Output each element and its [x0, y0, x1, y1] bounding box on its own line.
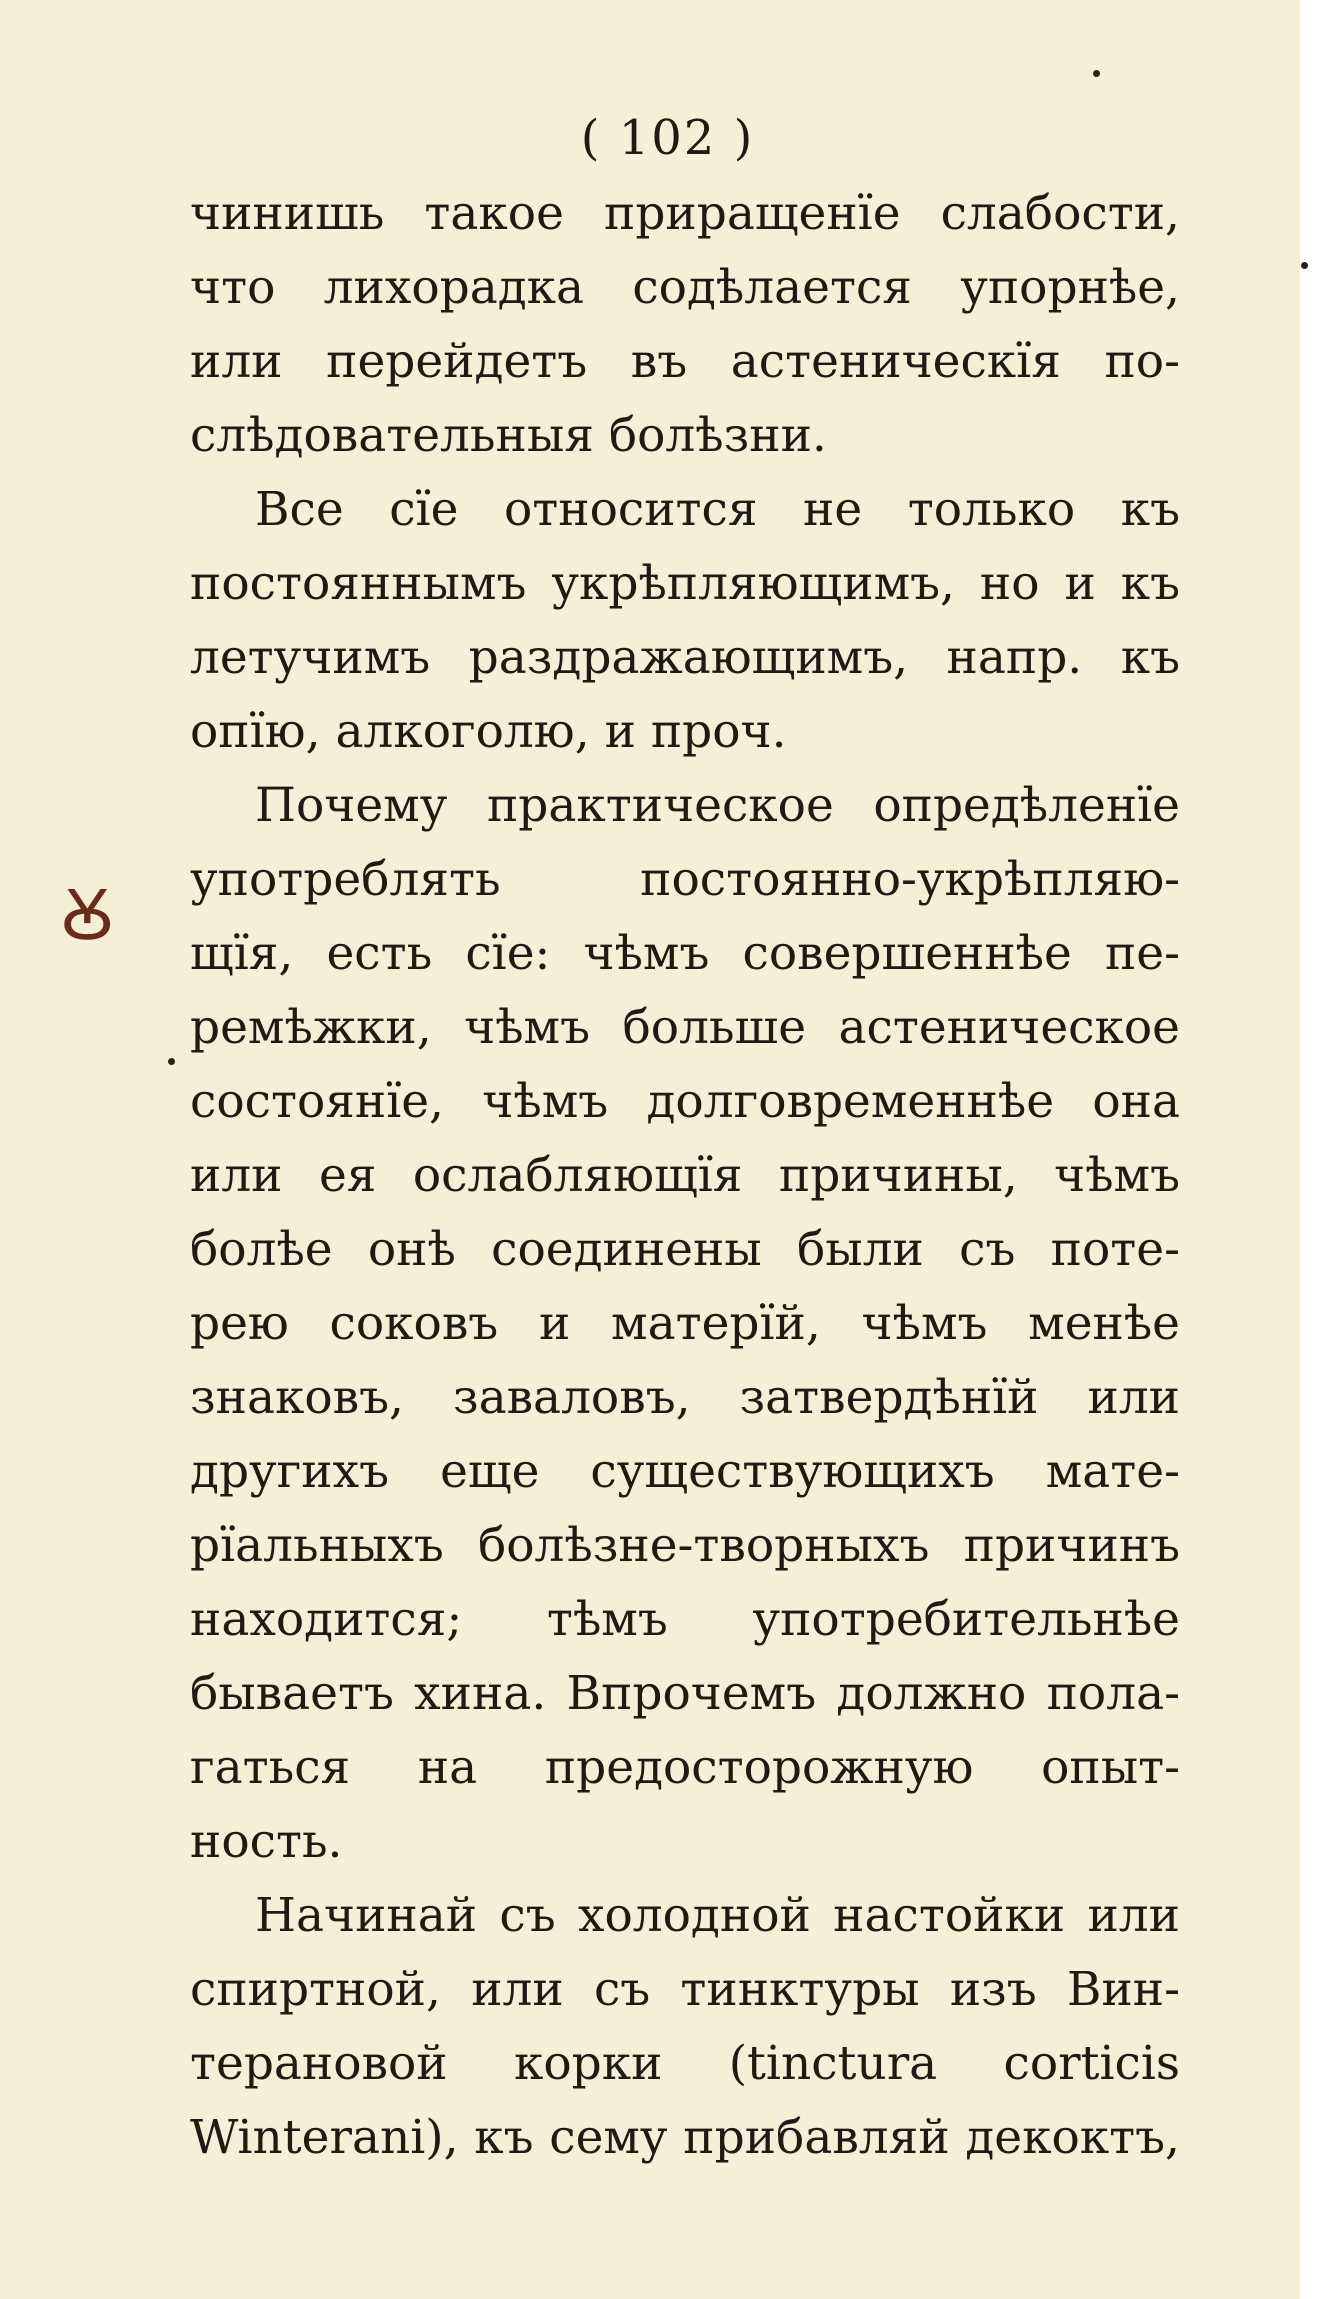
text-line: рею соковъ и матерїй, чѣмъ менѣе: [190, 1296, 1180, 1351]
paragraph-first-line: Все сїе относится не только къ: [255, 482, 1180, 537]
ink-speck: [168, 1058, 175, 1065]
text-line: находится; тѣмъ употребительнѣе: [190, 1592, 1180, 1647]
text-line: опїю, алкоголю, и проч.: [190, 704, 787, 759]
text-line: Winterani), къ сему прибавляй декоктъ,: [190, 2110, 1180, 2165]
text-line: другихъ еще существующихъ мате-: [190, 1444, 1180, 1499]
text-line: терановой корки (tinctura corticis: [190, 2036, 1180, 2091]
text-line: слѣдовательныя болѣзни.: [190, 408, 827, 463]
text-line: постояннымъ укрѣпляющимъ, но и къ: [190, 556, 1180, 611]
margin-annotation-mark: Ꙋ: [60, 874, 115, 956]
paragraph-first-line: Почему практическое опредѣленїе: [255, 778, 1180, 833]
text-line: употреблять постоянно-укрѣпляю-: [190, 852, 1180, 907]
text-line: спиртной, или съ тинктуры изъ Вин-: [190, 1962, 1180, 2017]
text-line: знаковъ, заваловъ, затвердѣнїй или: [190, 1370, 1180, 1425]
text-line: или перейдетъ въ астеническїя по-: [190, 334, 1180, 389]
text-line: ность.: [190, 1814, 343, 1869]
text-line: что лихорадка содѣлается упорнѣе,: [190, 260, 1180, 315]
text-line: чинишь такое приращенїе слабости,: [190, 186, 1180, 241]
paragraph-first-line: Начинай съ холодной настойки или: [255, 1888, 1180, 1943]
ink-speck: [1301, 262, 1308, 269]
text-line: болѣе онѣ соединены были съ поте-: [190, 1222, 1180, 1277]
ink-speck: [1093, 70, 1100, 77]
text-line: летучимъ раздражающимъ, напр. къ: [190, 630, 1180, 685]
text-line: состоянїе, чѣмъ долговременнѣе она: [190, 1074, 1180, 1129]
page-number: ( 102 ): [580, 110, 755, 166]
text-line: бываетъ хина. Впрочемъ должно пола-: [190, 1666, 1180, 1721]
text-line: рїальныхъ болѣзне-творныхъ причинъ: [190, 1518, 1180, 1573]
text-line: или ея ослабляющїя причины, чѣмъ: [190, 1148, 1180, 1203]
text-line: гаться на предосторожную опыт-: [190, 1740, 1180, 1795]
text-line: щїя, есть сїе: чѣмъ совершеннѣе пе-: [190, 926, 1180, 981]
text-line: ремѣжки, чѣмъ больше астеническое: [190, 1000, 1180, 1055]
